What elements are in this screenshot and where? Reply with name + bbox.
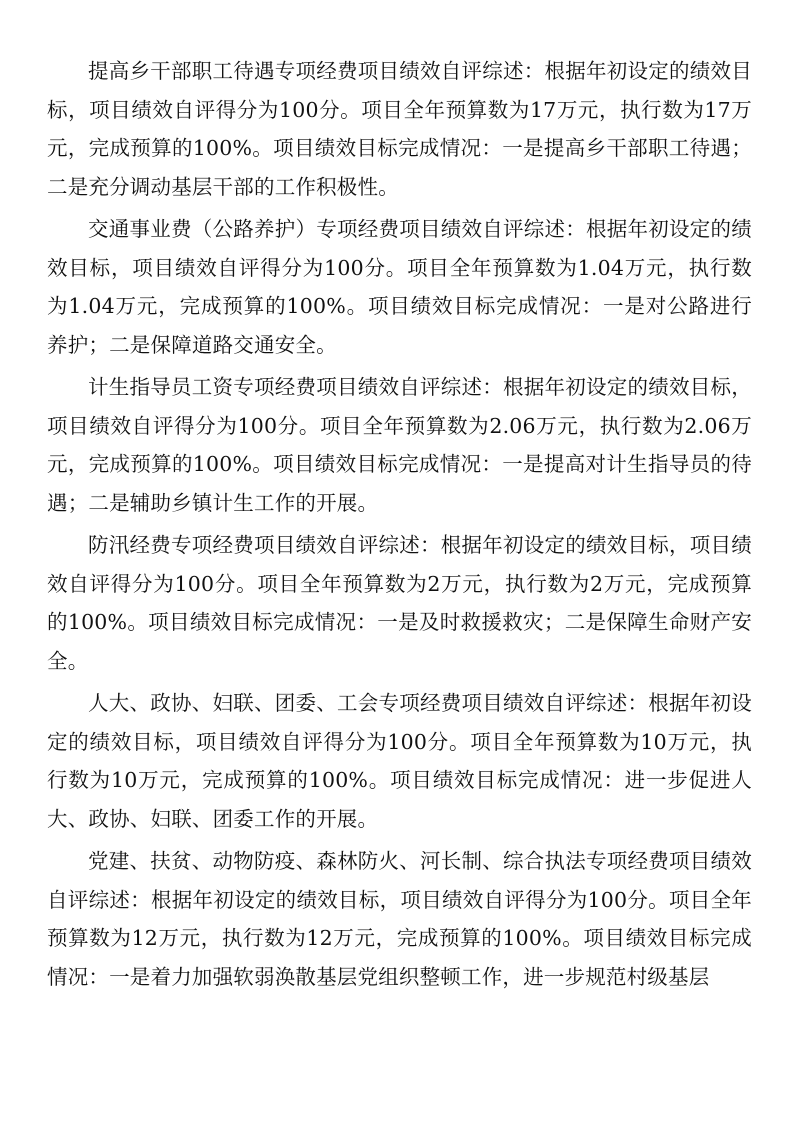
paragraph-party-building-poverty-alleviation: 党建、扶贫、动物防疫、森林防火、河长制、综合执法专项经费项目绩效自评综述：根据年初设定的绩效目标，项目绩效自评得分为100分。项目全年预算数为12万元，执行数为12万元，完成预算的100%。项目绩效目标完成情况：一是着力加强软弱涣散基层党组织整顿工作，进一步规范村级基层 (47, 849, 752, 989)
paragraph-flood-prevention: 防汛经费专项经费项目绩效自评综述：根据年初设定的绩效目标，项目绩效自评得分为100分。项目全年预算数为2万元，执行数为2万元，完成预算的100%。项目绩效目标完成情况：一是及时救援救灾；二是保障生命财产安全。 (47, 533, 752, 673)
paragraph-family-planning-instructor-salary: 计生指导员工资专项经费项目绩效自评综述：根据年初设定的绩效目标，项目绩效自评得分为100分。项目全年预算数为2.06万元，执行数为2.06万元，完成预算的100%。项目绩效目标完成情况：一是提高对计生指导员的待遇；二是辅助乡镇计生工作的开展。 (47, 375, 752, 515)
document-body (47, 52, 752, 1000)
paragraph-township-staff-benefits: 提高乡干部职工待遇专项经费项目绩效自评综述：根据年初设定的绩效目标，项目绩效自评得分为100分。项目全年预算数为17万元，执行数为17万元，完成预算的100%。项目绩效目标完成情况：一是提高乡干部职工待遇；二是充分调动基层干部的工作积极性。 (47, 59, 752, 199)
paragraph-road-maintenance: 交通事业费（公路养护）专项经费项目绩效自评综述：根据年初设定的绩效目标，项目绩效自评得分为100分。项目全年预算数为1.04万元，执行数为1.04万元，完成预算的100%。项目绩效目标完成情况：一是对公路进行养护；二是保障道路交通安全。 (47, 217, 752, 357)
paragraph-peoples-congress-organizations: 人大、政协、妇联、团委、工会专项经费项目绩效自评综述：根据年初设定的绩效目标，项目绩效自评得分为100分。项目全年预算数为10万元，执行数为10万元，完成预算的100%。项目绩效目标完成情况：进一步促进人大、政协、妇联、团委工作的开展。 (47, 691, 752, 831)
